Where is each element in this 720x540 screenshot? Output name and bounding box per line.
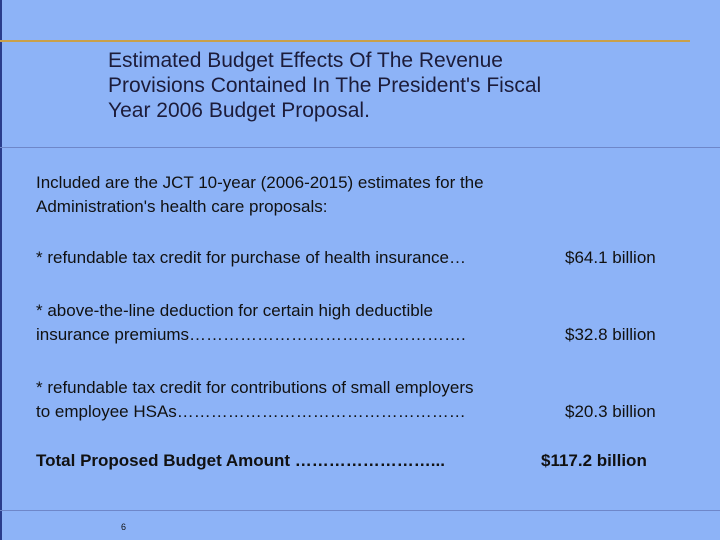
title-line: Provisions Contained In The President's Fiscal (108, 74, 542, 97)
intro-paragraph (36, 171, 636, 219)
budget-item-tax-credit-health-insurance (36, 246, 686, 270)
left-border-line (0, 0, 2, 540)
slide-title (108, 48, 668, 123)
total-amount: $117.2 billion (541, 451, 647, 470)
title-divider-line (0, 147, 720, 148)
budget-item-amount: $20.3 billion (565, 402, 656, 421)
page-number: 6 (121, 522, 127, 532)
budget-item-amount: $32.8 billion (565, 325, 656, 344)
budget-item-line: to employee HSAs…………………………………………… (36, 402, 466, 421)
intro-line: Administration's health care proposals: (36, 197, 328, 216)
total-label: Total Proposed Budget Amount ……………………... (36, 451, 445, 470)
top-divider-line (0, 40, 690, 42)
total-row (36, 449, 686, 473)
budget-item-amount: $64.1 billion (565, 248, 656, 267)
budget-item-line: * refundable tax credit for purchase of health insurance… (36, 248, 466, 267)
title-line: Estimated Budget Effects Of The Revenue (108, 49, 503, 72)
title-line: Year 2006 Budget Proposal. (108, 99, 370, 122)
budget-item-line: * above-the-line deduction for certain high deductible (36, 301, 433, 320)
budget-item-above-the-line-deduction (36, 299, 686, 347)
intro-line: Included are the JCT 10-year (2006-2015) estimates for the (36, 173, 484, 192)
budget-item-line: insurance premiums…………………………………………. (36, 325, 466, 344)
budget-item-hsa-contributions (36, 376, 686, 424)
footer-divider-line (0, 510, 720, 511)
budget-item-line: * refundable tax credit for contributions of small employers (36, 378, 474, 397)
